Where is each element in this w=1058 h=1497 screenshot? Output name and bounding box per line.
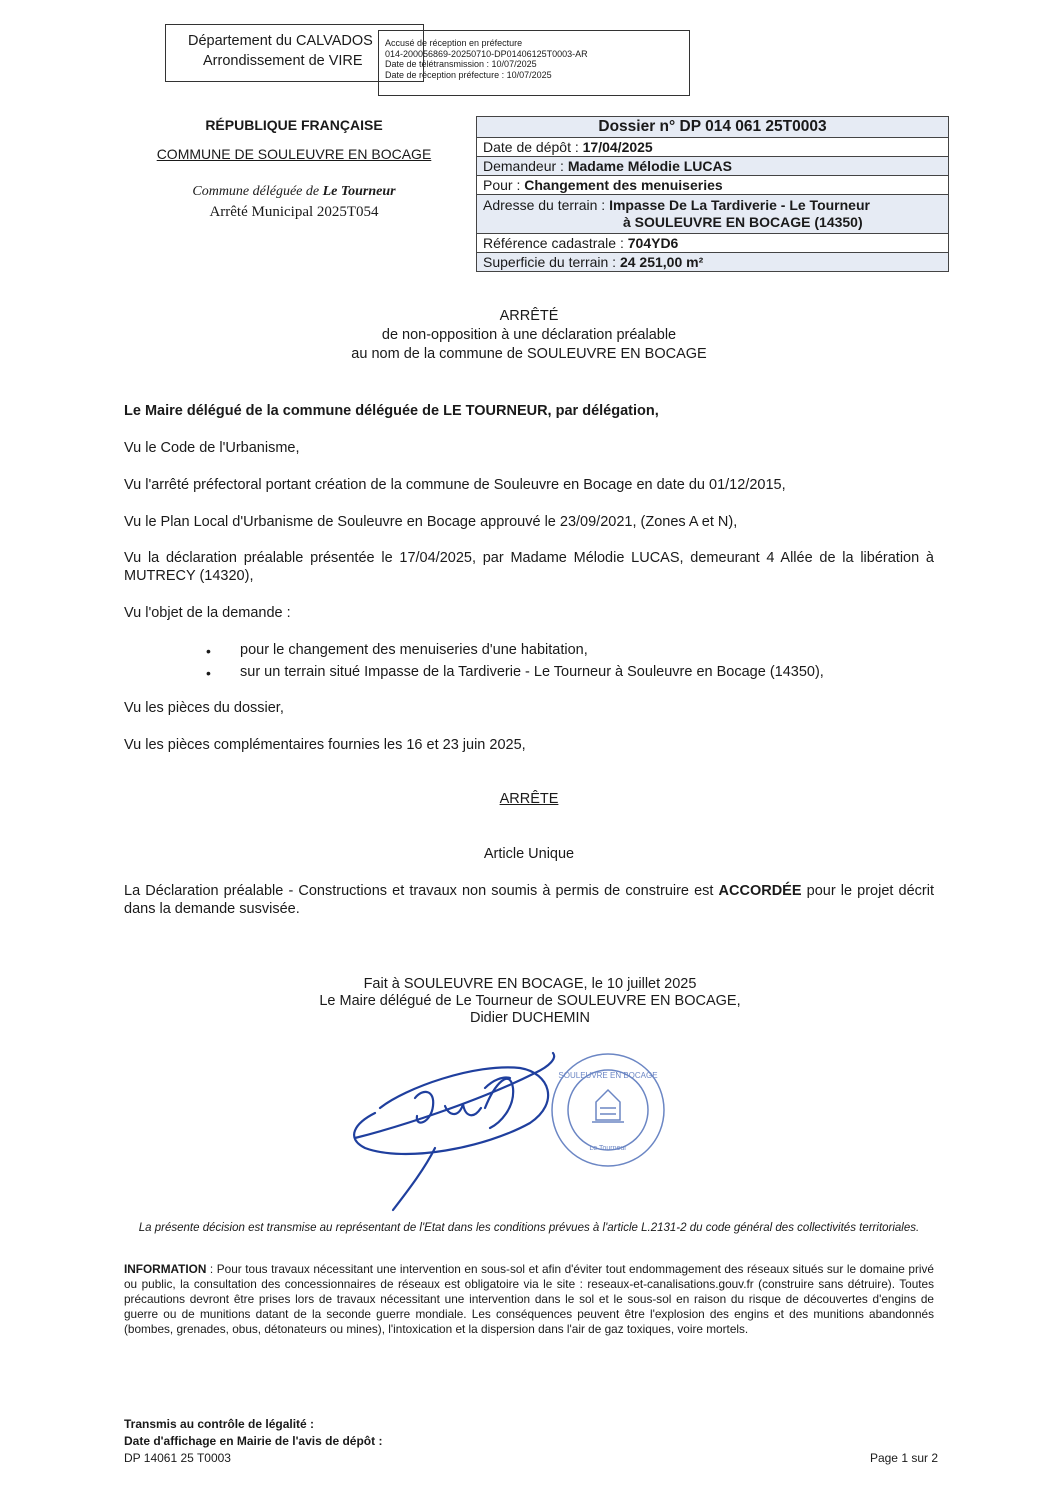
adresse-value-2: à SOULEUVRE EN BOCAGE (14350) [623, 214, 863, 230]
table-row [477, 138, 949, 157]
accuse-line: 014-200056869-20250710-DP01406125T0003-AR [385, 48, 588, 59]
pour-label: Pour : [483, 177, 525, 193]
date-value: 17/04/2025 [582, 139, 653, 155]
bullet-item: pour le changement des menuiseries d'une habitation, [240, 642, 588, 658]
bullet-icon: • [206, 665, 211, 681]
arrete-heading: ARRÊTE [499, 791, 559, 807]
signature-place-date: Fait à SOULEUVRE EN BOCAGE, le 10 juillet 2025 [363, 976, 697, 992]
cadastre-value: 704YD6 [627, 235, 679, 251]
commune-deleguee [118, 184, 470, 200]
commune-deleguee-prefix: Commune déléguée de [192, 184, 323, 199]
svg-text:SOULEUVRE EN BOCAGE: SOULEUVRE EN BOCAGE [558, 1071, 658, 1080]
commune-deleguee-name: Le Tourneur [322, 184, 396, 199]
demandeur-label: Demandeur : [483, 158, 568, 174]
departement-text: Département du CALVADOS [188, 33, 373, 49]
accuse-line: Date de réception préfecture : 10/07/2025 [385, 69, 552, 80]
arrete-municipal: Arrêté Municipal 2025T054 [209, 204, 379, 220]
pour-value: Changement des menuiseries [524, 177, 723, 193]
vu-paragraph: Vu l'arrêté préfectoral portant création de la commune de Souleuvre en Bocage en date du 01/12/2015, [124, 477, 786, 493]
table-row [477, 234, 949, 253]
cadastre-label: Référence cadastrale : [483, 235, 628, 251]
vu-paragraph: Vu l'objet de la demande : [124, 605, 291, 621]
table-row [477, 176, 949, 195]
vu-paragraph: Vu la déclaration préalable présentée le 17/04/2025, par Madame Mélodie LUCAS, demeurant 4 Allée de la libération à MUTRECY (14320), [124, 550, 934, 584]
superficie-value: 24 251,00 m² [619, 254, 704, 270]
information-paragraph [124, 1262, 934, 1337]
decision-bold: ACCORDÉE [718, 883, 802, 899]
dossier-title: Dossier n° DP 014 061 25T0003 [477, 117, 949, 138]
vu-paragraph: Vu les pièces complémentaires fournies les 16 et 23 juin 2025, [124, 737, 526, 753]
bullet-icon: • [206, 643, 211, 659]
svg-text:Le Tourneur: Le Tourneur [589, 1145, 627, 1152]
decision-text: La Déclaration préalable - Constructions et travaux non soumis à permis de construire est [124, 883, 719, 899]
demandeur-value: Madame Mélodie LUCAS [567, 158, 732, 174]
adresse-value-1: Impasse De La Tardiverie - Le Tourneur [609, 197, 870, 213]
bullet-item: sur un terrain situé Impasse de la Tardiverie - Le Tourneur à Souleuvre en Bocage (14350), [240, 664, 824, 680]
page-number: Page 1 sur 2 [869, 1451, 938, 1465]
information-label: INFORMATION [124, 1262, 207, 1276]
table-row [477, 253, 949, 272]
signature-title: Le Maire délégué de Le Tourneur de SOULEUVRE EN BOCAGE, [319, 993, 741, 1009]
arrondissement-text: Arrondissement de VIRE [203, 53, 363, 69]
information-text: : Pour tous travaux nécessitant une intervention en sous-sol et afin d'éviter tout endommagement des réseaux situés sur le domaine privé ou public, la consultation des concessionnaires de réseaux est obligatoire via le site : reseaux-et-canalisations.gouv.fr (construire sans détruire). Toutes précautions devront être prises lors de travaux nécessitant une intervention dans le sol et le sous-sol en raison du risque de découvertes d'engins de guerre ou de munitions datant de la seconde guerre mondiale. Les conséquences peuvent être l'explosion des engins et des munitions abandonnés (bombes, grenades, obus, détonateurs ou mines), l'intoxication et la dispersion dans l'air de gaz toxiques, voire mortels. [124, 1262, 934, 1336]
handwritten-signature [335, 1028, 565, 1218]
vu-paragraph: Vu le Code de l'Urbanisme, [124, 440, 300, 456]
signature-name: Didier DUCHEMIN [469, 1010, 591, 1026]
vu-paragraph: Vu le Plan Local d'Urbanisme de Souleuvre en Bocage approuvé le 23/09/2021, (Zones A et N), [124, 514, 738, 530]
doc-title: ARRÊTÉ [499, 308, 559, 324]
intro-paragraph: Le Maire délégué de la commune déléguée de LE TOURNEUR, par délégation, [124, 403, 659, 419]
doc-subtitle-2: au nom de la commune de SOULEUVRE EN BOCAGE [351, 346, 707, 362]
decision-paragraph [124, 882, 934, 918]
republique-heading: RÉPUBLIQUE FRANÇAISE [205, 117, 383, 133]
transmis-label: Transmis au contrôle de légalité : [124, 1417, 315, 1431]
doc-subtitle-1: de non-opposition à une déclaration préalable [381, 327, 677, 343]
dossier-title-row [477, 117, 949, 138]
dossier-table [476, 116, 949, 272]
accuse-line: Accusé de réception en préfecture [385, 38, 523, 48]
adresse-label: Adresse du terrain : [483, 197, 610, 213]
transmission-notice: La présente décision est transmise au représentant de l'Etat dans les conditions prévues à l'article L.2131-2 du code général des collectivités territoriales. [138, 1222, 920, 1234]
official-stamp [548, 1050, 668, 1170]
table-row [477, 195, 949, 234]
date-label: Date de dépôt : [483, 139, 583, 155]
affichage-label: Date d'affichage en Mairie de l'avis de dépôt : [124, 1434, 383, 1448]
dossier-ref: DP 14061 25 T0003 [124, 1451, 231, 1465]
decision-text: pour le projet décrit dans la demande susvisée. [124, 883, 934, 917]
accuse-reception-box [378, 30, 690, 96]
accuse-line: Date de télétransmission : 10/07/2025 [385, 59, 537, 69]
article-heading: Article Unique [483, 846, 575, 862]
commune-heading: COMMUNE DE SOULEUVRE EN BOCAGE [156, 146, 432, 162]
vu-paragraph: Vu les pièces du dossier, [124, 700, 284, 716]
table-row [477, 157, 949, 176]
superficie-label: Superficie du terrain : [483, 254, 620, 270]
